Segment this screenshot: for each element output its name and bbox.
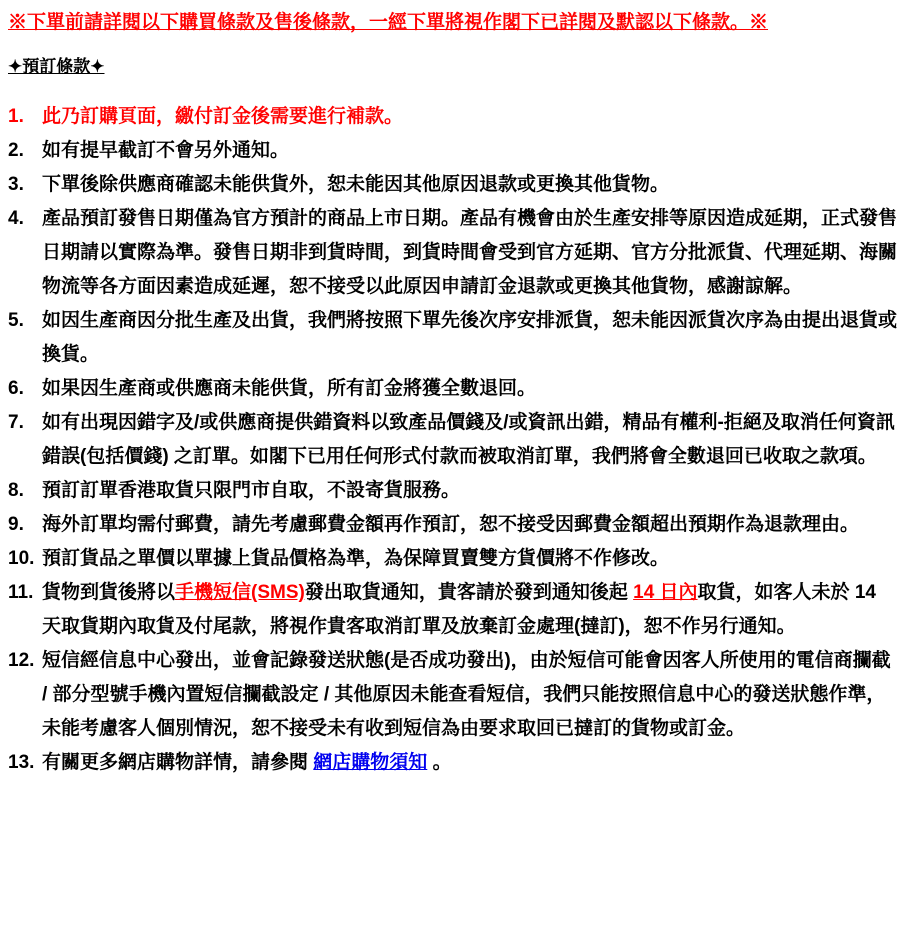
pickup-deadline-highlight: 14 日內: [633, 582, 698, 603]
term-number: 2.: [8, 140, 24, 161]
term-text-segment: 有關更多網店購物詳情，請參閱: [42, 752, 314, 773]
term-number: 1.: [8, 106, 24, 127]
term-text-segment: 短信經信息中心發出，並會記錄發送狀態(是否成功發出)，由於短信可能會因客人所使用的電信商攔截 / 部分型號手機內置短信攔截設定 / 其他原因未能查看短信，我們只能按照信息中心的發送狀態作準，未能考慮客人個別情況，恕不接受未有收到短信為由要求取回已撻訂的貨物或訂金。: [42, 650, 891, 739]
term-text-segment: 預訂貨品之單價以單據上貨品價格為準，為保障買賣雙方貨價將不作修改。: [42, 548, 670, 569]
term-number: 3.: [8, 174, 24, 195]
term-text-segment: 此乃訂購頁面，繳付訂金後需要進行補款。: [42, 106, 404, 127]
term-item: [8, 168, 901, 202]
term-text: [42, 542, 901, 576]
term-item: [8, 372, 901, 406]
section-title: ✦預訂條款✦: [8, 57, 105, 76]
term-text-segment: 預訂訂單香港取貨只限門市自取，不設寄貨服務。: [42, 480, 461, 501]
term-text: [42, 304, 901, 372]
term-text: [42, 474, 901, 508]
term-text: [42, 406, 901, 474]
term-text-segment: 如有提早截訂不會另外通知。: [42, 140, 290, 161]
term-item: [8, 202, 901, 304]
term-number: 6.: [8, 378, 24, 399]
term-text-segment: 。: [427, 752, 452, 773]
term-text: [42, 576, 901, 644]
term-text: [42, 372, 901, 406]
term-number: 7.: [8, 412, 24, 433]
terms-list: [8, 100, 901, 780]
term-item: [8, 542, 901, 576]
term-text-segment: 如因生產商因分批生產及出貨，我們將按照下單先後次序安排派貨，恕未能因派貨次序為由提出退貨或換貨。: [42, 310, 898, 365]
term-text: [42, 644, 901, 746]
term-text-segment: 發出取貨通知，貴客請於發到通知後起: [304, 582, 634, 603]
term-item: [8, 134, 901, 168]
term-item: [8, 100, 901, 134]
term-item: [8, 304, 901, 372]
term-text-segment: 貨物到貨後將以: [42, 582, 176, 603]
term-item: [8, 474, 901, 508]
shop-guide-link[interactable]: 網店購物須知: [313, 752, 428, 773]
term-text: [42, 508, 901, 542]
term-text-segment: 如有出現因錯字及/或供應商提供錯資料以致產品價錢及/或資訊出錯，精品有權利-拒絕及取消任何資訊錯誤(包括價錢) 之訂單。如閣下已用任何形式付款而被取消訂單，我們將會全數退回已收取之款項。: [42, 412, 895, 467]
term-item: [8, 406, 901, 474]
term-text: [42, 168, 901, 202]
term-text: [42, 100, 901, 134]
term-number: 4.: [8, 208, 24, 229]
term-number: 10.: [8, 548, 35, 569]
term-text: [42, 202, 901, 304]
term-number: 11.: [8, 582, 34, 603]
term-item: [8, 746, 901, 780]
term-item: [8, 576, 901, 644]
term-text-segment: 如果因生產商或供應商未能供貨，所有訂金將獲全數退回。: [42, 378, 537, 399]
term-text-segment: 取貨，如客人未於 14 天取貨期內取貨及付尾款，將視作貴客取消訂單及放棄訂金處理(撻訂)，恕不作另行通知。: [42, 582, 876, 637]
term-number: 12.: [8, 650, 35, 671]
term-text-segment: 海外訂單均需付郵費，請先考慮郵費金額再作預訂，恕不接受因郵費金額超出預期作為退款理由。: [42, 514, 860, 535]
term-text-segment: 產品預訂發售日期僅為官方預計的商品上市日期。產品有機會由於生產安排等原因造成延期，正式發售日期請以實際為準。發售日期非到貨時間，到貨時間會受到官方延期、官方分批派貨、代理延期、海關物流等各方面因素造成延遲，恕不接受以此原因申請訂金退款或更換其他貨物，感謝諒解。: [42, 208, 898, 297]
term-number: 9.: [8, 514, 24, 535]
term-text-segment: 下單後除供應商確認未能供貨外，恕未能因其他原因退款或更換其他貨物。: [42, 174, 670, 195]
term-item: [8, 508, 901, 542]
term-text: [42, 134, 901, 168]
sms-notice-highlight: 手機短信(SMS): [175, 582, 305, 603]
term-item: [8, 644, 901, 746]
term-number: 13.: [8, 752, 35, 773]
purchase-notice: ※下單前請詳閱以下購買條款及售後條款，一經下單將視作閣下已詳閱及默認以下條款。※: [8, 12, 769, 33]
term-number: 8.: [8, 480, 24, 501]
term-number: 5.: [8, 310, 24, 331]
term-text: [42, 746, 901, 780]
